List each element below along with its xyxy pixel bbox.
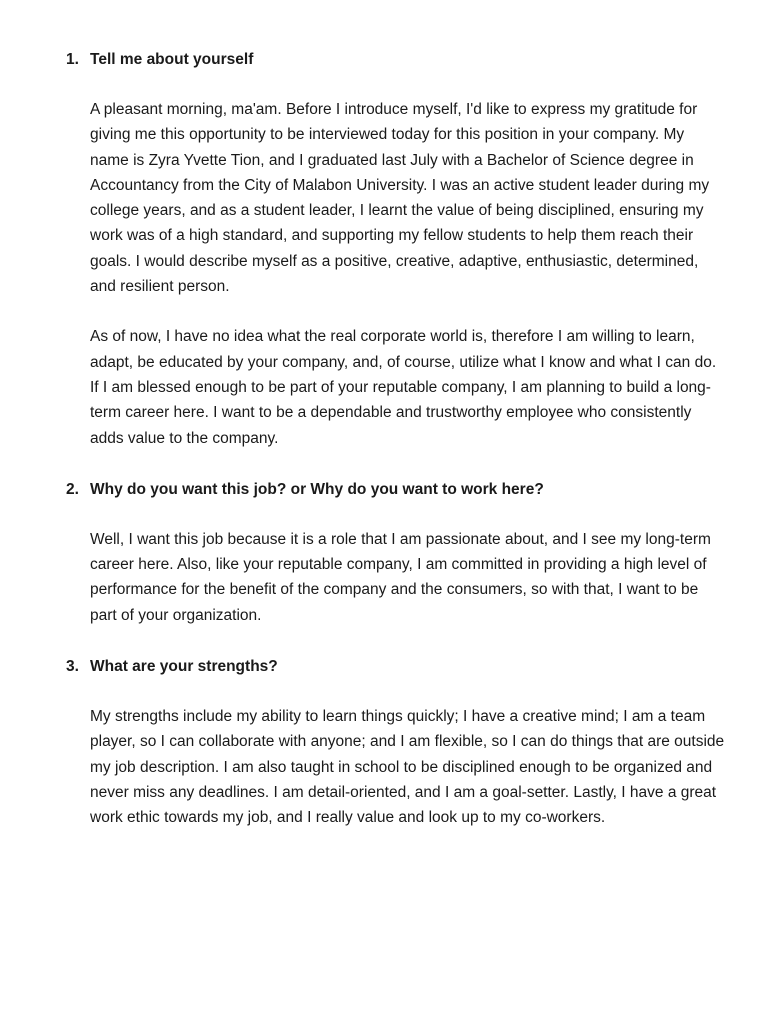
- question-heading: [66, 47, 728, 72]
- question-title: What are your strengths?: [90, 658, 278, 676]
- question-number: 1.: [66, 51, 79, 68]
- question-heading: [66, 654, 728, 679]
- qa-item-2: [66, 477, 728, 628]
- qa-item-3: [66, 654, 728, 830]
- question-number: 2.: [66, 480, 79, 498]
- answer-paragraph: My strengths include my ability to learn things quickly; I have a creative mind; I am a team player, so I can collaborate with anyone; and I am flexible, so I can do things that are outside my job description. I am also taught in school to be disciplined enough to be organized and never miss any deadlines. I am detail-oriented, and I am a goal-setter. Lastly, I have a great work ethic towards my job, and I really value and look up to my co-workers.: [90, 708, 725, 827]
- question-number: 3.: [66, 658, 79, 676]
- interview-qa-list: [66, 47, 728, 831]
- answer-paragraph: Well, I want this job because it is a role that I am passionate about, and I see my long-term career here. Also, like your reputable company, I am committed in providing a high level of performance for the benefit of the company and the consumers, so with that, I want to be part of your organization.: [90, 530, 711, 624]
- question-heading: [66, 477, 728, 502]
- question-title: Tell me about yourself: [90, 51, 254, 68]
- qa-item-1: [66, 47, 728, 451]
- question-title: Why do you want this job? or Why do you want to work here?: [90, 480, 544, 498]
- answer-paragraph: As of now, I have no idea what the real corporate world is, therefore I am willing to learn, adapt, be educated by your company, and, of course, utilize what I know and what I can do. If I am blessed enough to be part of your reputable company, I am planning to build a long-term career here. I want to be a dependable and trustworthy employee who consistently adds value to the company.: [90, 328, 717, 447]
- answer-paragraph: A pleasant morning, ma'am. Before I introduce myself, I'd like to express my gratitude for giving me this opportunity to be interviewed today for this position in your company. My name is Zyra Yvette Tion, and I graduated last July with a Bachelor of Science degree in Accountancy from the City of Malabon University. I was an active student leader during my college years, and as a student leader, I learnt the value of being disciplined, ensuring my work was of a high standard, and supporting my fellow students to help them reach their goals. I would describe myself as a positive, creative, adaptive, enthusiastic, determined, and resilient person.: [90, 101, 710, 296]
